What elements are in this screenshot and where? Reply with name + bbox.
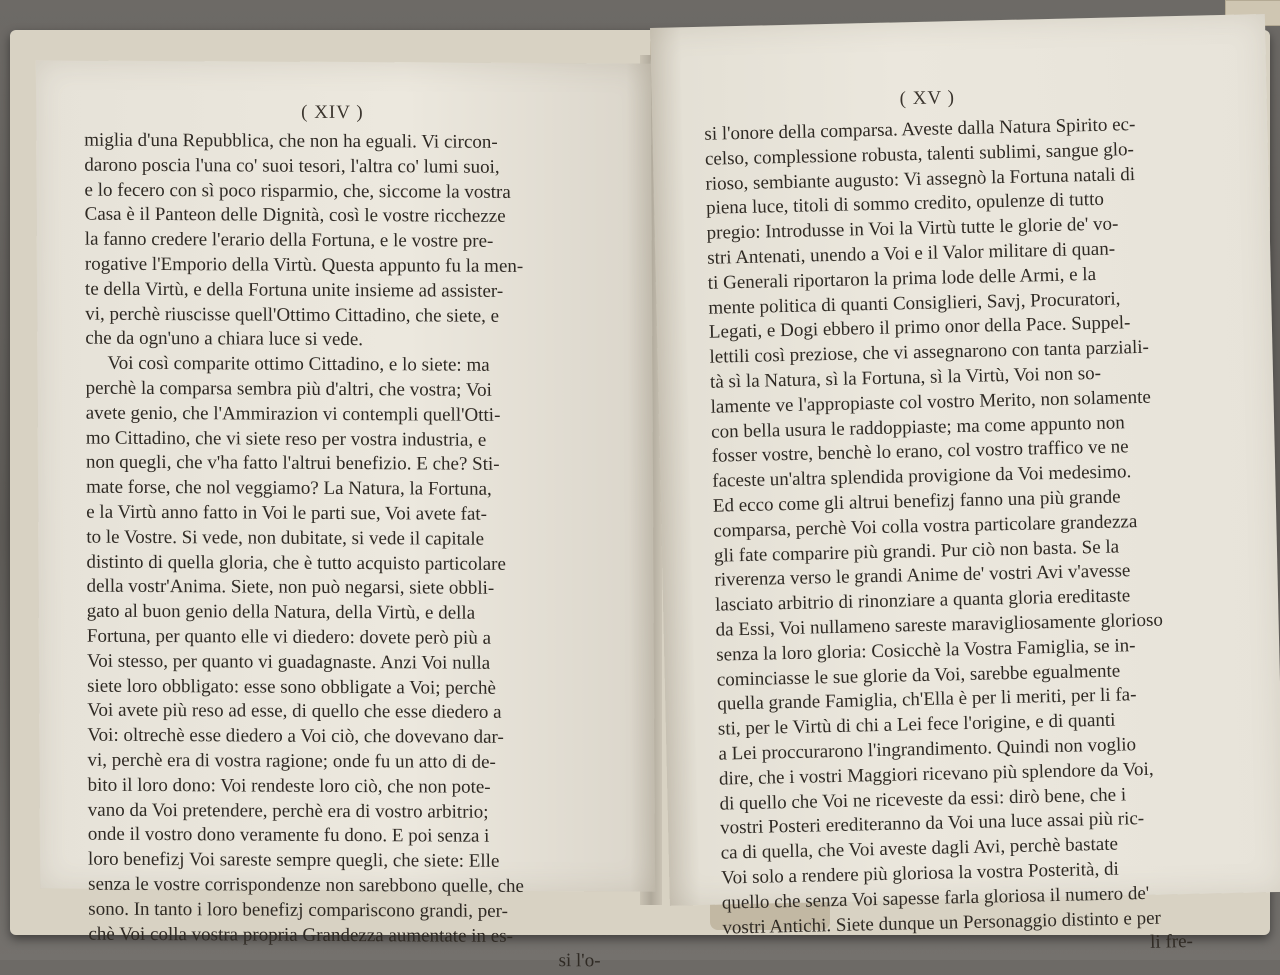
- text-line: ti Generali riportaron la prima lode delle Armi, e la: [707, 263, 1097, 294]
- text-line: mente politica di quanti Consiglieri, Savj, Procuratori,: [708, 287, 1121, 319]
- text-line: distinto di quella gloria, che è tutto acquisto particolare: [86, 551, 506, 575]
- text-line: Legati, e Dogi ebbero il primo onor della Pace. Suppel-: [708, 312, 1131, 344]
- page-body: [84, 129, 600, 975]
- text-line: senza la loro gloria: Cosicchè la Vostra Famiglia, se in-: [716, 634, 1136, 666]
- text-line: loro benefizj Voi sareste sempre quegli, che siete: Elle: [87, 848, 500, 872]
- text-line: di quello che Voi ne riceveste da essi: dirò bene, che i: [719, 783, 1127, 815]
- text-line: Casa è il Panteon delle Dignità, così le vostre ricchezze: [84, 204, 506, 228]
- text-line: perchè la comparsa sembra più d'altri, che vostra; Voi: [85, 377, 492, 401]
- text-line: non quegli, che v'ha fatto l'altrui benefizio. E che? Sti-: [85, 451, 500, 476]
- text-line: lamente ve l'appropiaste col vostro Merito, non solamente: [710, 386, 1152, 418]
- page-number: ( XV ): [899, 87, 956, 110]
- text-line: mo Cittadino, che vi siete reso per vostra industria, e: [85, 427, 487, 451]
- text-line: stri Antenati, unendo a Voi e il Valor militare di quan-: [707, 238, 1116, 269]
- text-line: piena luce, titoli di sommo credito, opulenze di tutto: [705, 189, 1105, 220]
- text-line: quella grande Famiglia, ch'Ella è per li meriti, per li fa-: [717, 684, 1137, 715]
- text-line: con bella usura le raddoppiaste; ma come appunto non: [710, 411, 1125, 443]
- text-line: tà sì la Natura, sì la Fortuna, sì la Virtù, Voi non so-: [709, 362, 1102, 393]
- text-line: pregio: Introdusse in Voi la Virtù tutte le glorie de' vo-: [706, 213, 1119, 244]
- text-line: rogative l'Emporio della Virtù. Questa appunto fu la men-: [84, 253, 524, 277]
- text-line: Voi avete più reso ad esse, di quello che esse diedero a: [87, 699, 502, 724]
- text-line: che da ogn'uno a chiara luce si vede.: [85, 328, 364, 351]
- text-line: quello che senza Voi sapesse farla gloriosa il numero de': [721, 882, 1150, 914]
- text-line: riverenza verso le grandi Anime de' vostri Avi v'avesse: [714, 560, 1131, 592]
- text-line: miglia d'una Repubblica, che non ha eguali. Vi circon-: [84, 129, 498, 153]
- text-line: celso, complessione robusta, talenti sublimi, sangue glo-: [704, 138, 1135, 170]
- text-line: vi, perchè riuscisse quell'Ottimo Cittadino, che siete, e: [85, 303, 500, 327]
- text-line: Voi solo a rendere più gloriosa la vostra Posterità, di: [721, 858, 1119, 889]
- text-line: chè Voi colla vostra propria Grandezza aumentate in es-: [88, 923, 513, 947]
- text-line: da Essi, Voi nullameno sareste maravigliosamente glorioso: [715, 609, 1164, 641]
- text-line: Ed ecco come gli altrui benefizj fanno una più grande: [712, 486, 1121, 517]
- text-line: si l'onore della comparsa. Aveste dalla Natura Spirito ec-: [704, 114, 1136, 145]
- text-line: vostri Antichi. Siete dunque un Personaggio distinto e per: [722, 907, 1162, 939]
- text-line: della vostr'Anima. Siete, non può negarsi, siete obbli-: [86, 575, 495, 600]
- text-line: Fortuna, per quanto elle vi diedero: dovete però più a: [86, 625, 492, 649]
- text-line: Voi stesso, per quanto vi guadagnaste. Anzi Voi nulla: [86, 650, 491, 674]
- text-line: sono. In tanto i loro benefizj compariscono grandi, per-: [88, 898, 508, 922]
- text-line: si l'o-: [558, 950, 601, 972]
- text-line: cominciasse le sue glorie da Voi, sarebbe egualmente: [716, 660, 1121, 691]
- page-body: [704, 112, 1193, 966]
- page-number: ( XIV ): [301, 101, 364, 124]
- text-line: e lo fecero con sì poco risparmio, che, siccome la vostra: [84, 179, 511, 203]
- text-line: dire, che i vostri Maggiori ricevano più splendore da Voi,: [718, 758, 1154, 790]
- text-line: a Lei proccurarono l'ingrandimento. Quindi non voglio: [718, 734, 1137, 765]
- text-line: e la Virtù anno fatto in Voi le parti sue, Voi avete fat-: [86, 501, 488, 525]
- text-line: vi, perchè era di vostra ragione; onde fu un atto di de-: [87, 749, 496, 773]
- text-line: gli fate comparire più grandi. Pur ciò non basta. Se la: [713, 536, 1120, 567]
- text-line: Voi così comparite ottimo Cittadino, e lo siete: ma: [107, 352, 490, 376]
- text-line: te della Virtù, e della Fortuna unite insieme ad assister-: [84, 278, 504, 302]
- right-page: [650, 14, 1280, 954]
- text-line: li fre-: [1149, 931, 1194, 954]
- text-line: gato al buon genio della Natura, della Virtù, e della: [86, 600, 476, 624]
- text-line: comparsa, perchè Voi colla vostra particolare grandezza: [713, 510, 1138, 542]
- text-line: onde il vostro dono veramente fu dono. E poi senza i: [87, 823, 490, 848]
- text-line: rioso, sembiante augusto: Vi assegnò la Fortuna natali di: [705, 163, 1136, 195]
- text-line: lettili così preziose, che vi assegnarono con tanta parziali-: [709, 336, 1150, 368]
- text-line: vostri Posteri erediteranno da Voi una luce assai più ric-: [719, 808, 1145, 839]
- text-line: lasciato arbitrio di rinonziare a quanta gloria ereditaste: [714, 585, 1131, 616]
- text-line: Voi: oltrechè esse diedero a Voi ciò, che dovevano dar-: [87, 724, 504, 748]
- text-line: darono poscia l'una co' suoi tesori, l'altra co' lumi suoi,: [84, 154, 500, 178]
- text-line: mate forse, che nol veggiamo? La Natura, la Fortuna,: [86, 476, 492, 500]
- text-line: sti, per le Virtù di chi a Lei fece l'origine, e di quanti: [717, 709, 1116, 740]
- left-page: [36, 60, 655, 972]
- text-line: la fanno credere l'erario della Fortuna, e le vostre pre-: [84, 228, 494, 252]
- text-line: siete loro obbligato: esse sono obbligate a Voi; perchè: [87, 675, 496, 699]
- text-line: vano da Voi pretendere, perchè era di vostro arbitrio;: [87, 799, 489, 823]
- text-line: faceste un'altra splendida provigione da Voi medesimo.: [712, 461, 1132, 492]
- text-line: to le Vostre. Si vede, non dubitate, si vede il capitale: [86, 526, 485, 550]
- text-line: senza le vostre corrispondenze non sarebbono quelle, che: [88, 873, 524, 897]
- text-line: bito il loro dono: Voi rendeste loro ciò, che non pote-: [87, 774, 491, 798]
- text-line: fosser vostre, benchè lo erano, col vostro traffico ve ne: [711, 436, 1129, 468]
- text-line: avete genio, che l'Ammirazion vi contempli quell'Otti-: [85, 402, 501, 426]
- text-line: ca di quella, che Voi aveste dagli Avi, perchè bastate: [720, 833, 1119, 864]
